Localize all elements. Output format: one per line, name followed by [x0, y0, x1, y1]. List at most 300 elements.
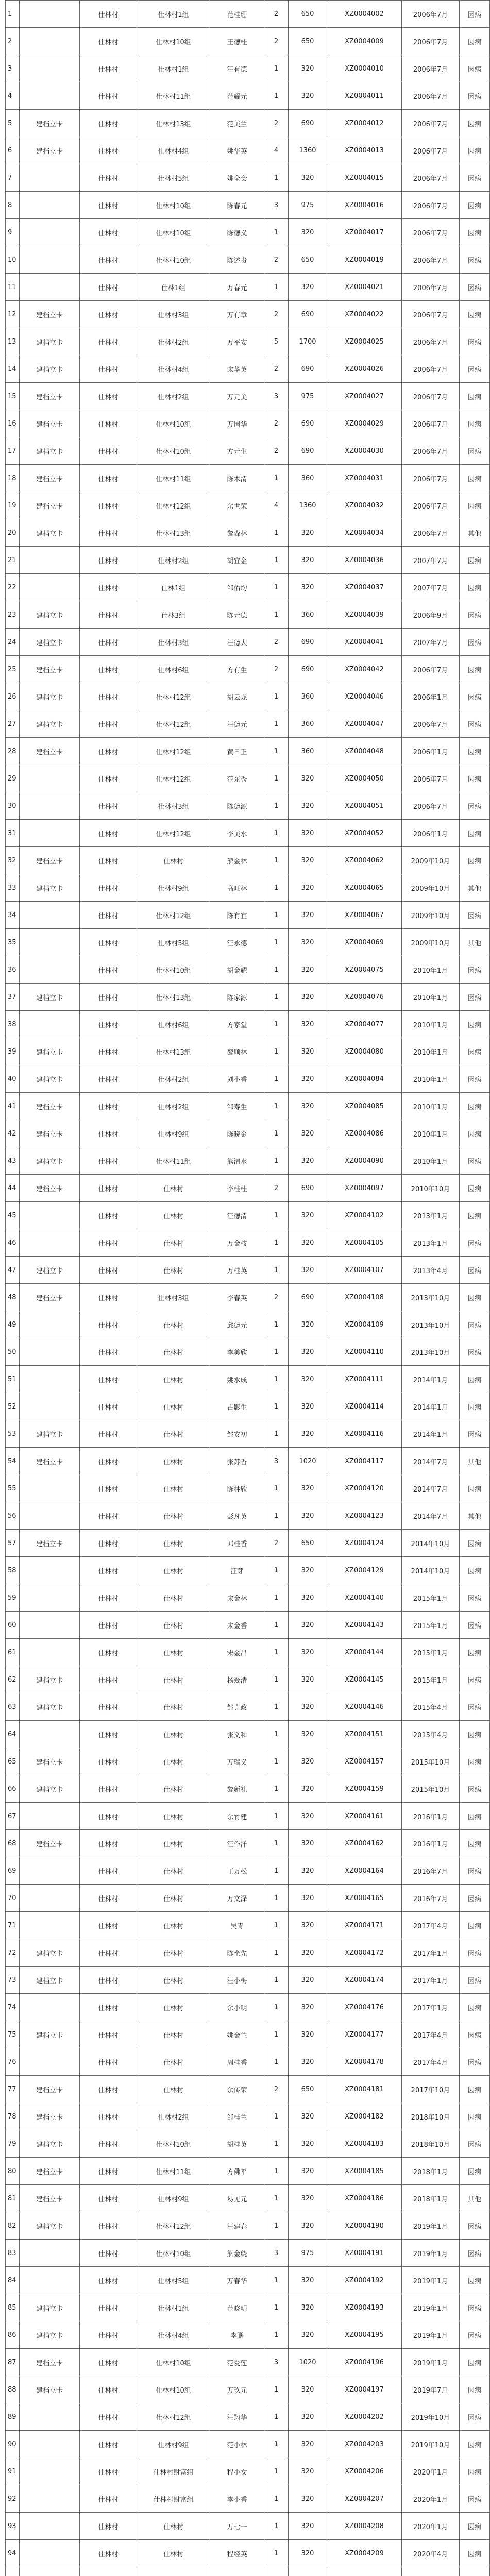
- row-id: XZ0004208: [327, 2513, 402, 2540]
- row-date: 2006年7月: [402, 137, 460, 164]
- row-date: 2018年1月: [402, 2185, 460, 2212]
- row-people: 1: [264, 2376, 289, 2403]
- row-id: XZ0004037: [327, 574, 402, 601]
- row-number: 42: [6, 1120, 20, 1147]
- row-number: 94: [6, 2540, 20, 2567]
- row-amount: 320: [289, 2294, 327, 2321]
- row-reason: 因病: [460, 55, 490, 82]
- row-name: 范桂珊: [210, 1, 264, 28]
- row-reason: 因病: [460, 601, 490, 629]
- row-reason: 因病: [460, 1721, 490, 1748]
- row-amount: 320: [289, 2513, 327, 2540]
- row-town: [20, 2485, 80, 2513]
- row-amount: 320: [289, 2021, 327, 2048]
- row-date: 2010年1月: [402, 1065, 460, 1093]
- row-village: 仕林村: [80, 2240, 137, 2267]
- row-village: 仕林村: [80, 437, 137, 465]
- table-row: [6, 601, 490, 629]
- row-village: 仕林村: [80, 820, 137, 847]
- row-group: 仕林村: [137, 1393, 210, 1420]
- row-town: [20, 1366, 80, 1393]
- table-row: [6, 902, 490, 929]
- row-number: 10: [6, 246, 20, 274]
- row-reason: 因病: [460, 1530, 490, 1557]
- row-group: 仕林村: [137, 1229, 210, 1257]
- row-village: 仕林村: [80, 328, 137, 355]
- table-row: [6, 1229, 490, 1257]
- row-village: 仕林村: [80, 465, 137, 492]
- row-village: 仕林村: [80, 2158, 137, 2185]
- row-name: 王万松: [210, 1857, 264, 1885]
- row-group: 仕林村12组: [137, 820, 210, 847]
- row-village: 仕林村: [80, 1857, 137, 1885]
- row-name: 陈木清: [210, 465, 264, 492]
- row-number: 84: [6, 2267, 20, 2294]
- table-row: [6, 465, 490, 492]
- row-group: 仕林村10组: [137, 410, 210, 437]
- row-number: 30: [6, 792, 20, 820]
- row-town: 建档立卡: [20, 2130, 80, 2158]
- row-name: 范晓明: [210, 2294, 264, 2321]
- row-id: XZ0004012: [327, 110, 402, 137]
- row-people: 1: [264, 1311, 289, 1338]
- row-name: 黄日正: [210, 738, 264, 765]
- row-reason: 因病: [460, 1557, 490, 1584]
- row-people: 2: [264, 355, 289, 383]
- row-town: 建档立卡: [20, 2294, 80, 2321]
- row-name: 邱德元: [210, 1311, 264, 1338]
- table-row: [6, 1530, 490, 1557]
- row-group: 仕林村: [137, 2076, 210, 2103]
- row-reason: 因病: [460, 301, 490, 328]
- row-village: 仕林村: [80, 1475, 137, 1502]
- row-reason: 因病: [460, 2540, 490, 2567]
- row-town: [20, 1994, 80, 2021]
- row-name: 万元美: [210, 383, 264, 410]
- row-town: 建档立卡: [20, 1830, 80, 1857]
- row-number: [6, 2567, 20, 2576]
- row-people: 1: [264, 1584, 289, 1612]
- row-id: XZ0004195: [327, 2321, 402, 2349]
- row-reason: 因病: [460, 28, 490, 55]
- row-group: 仕林村10组: [137, 956, 210, 984]
- row-reason: 因病: [460, 1475, 490, 1502]
- table-row: [6, 847, 490, 874]
- row-amount: 320: [289, 2431, 327, 2458]
- row-amount: 320: [289, 1584, 327, 1612]
- row-people: 1: [264, 1065, 289, 1093]
- row-number: 41: [6, 1093, 20, 1120]
- row-date: 2016年1月: [402, 1803, 460, 1830]
- row-people: 2: [264, 410, 289, 437]
- row-town: [20, 792, 80, 820]
- row-name: 方佛平: [210, 2158, 264, 2185]
- row-village: 仕林村: [80, 874, 137, 902]
- row-reason: 因病: [460, 2431, 490, 2458]
- table-row: [6, 1639, 490, 1666]
- row-amount: 320: [289, 1666, 327, 1693]
- row-group: 仕林村: [137, 1366, 210, 1393]
- row-group: 仕林村10组: [137, 28, 210, 55]
- row-group: 仕林村3组: [137, 629, 210, 656]
- table-row: [6, 1612, 490, 1639]
- row-people: 1: [264, 847, 289, 874]
- row-name: 宋金昌: [210, 1639, 264, 1666]
- row-reason: 因病: [460, 1967, 490, 1994]
- table-row: [6, 2349, 490, 2376]
- row-group: 仕林村: [137, 1748, 210, 1775]
- row-people: 1: [264, 164, 289, 192]
- row-village: 仕林村: [80, 1803, 137, 1830]
- row-date: 2010年1月: [402, 1147, 460, 1175]
- row-reason: 因病: [460, 437, 490, 465]
- row-id: XZ0004143: [327, 1612, 402, 1639]
- row-name: 万有章: [210, 301, 264, 328]
- row-village: 仕林村: [80, 2458, 137, 2485]
- row-reason: 因病: [460, 192, 490, 219]
- row-date: 2006年7月: [402, 246, 460, 274]
- row-town: 建档立卡: [20, 2212, 80, 2240]
- row-number: 18: [6, 465, 20, 492]
- row-town: 建档立卡: [20, 519, 80, 547]
- row-group: 仕林1组: [137, 574, 210, 601]
- row-village: 仕林村: [80, 2349, 137, 2376]
- row-village: 仕林村: [80, 246, 137, 274]
- row-reason: 因病: [460, 2349, 490, 2376]
- row-name: 宋金林: [210, 1584, 264, 1612]
- table-row: [6, 656, 490, 683]
- row-id: XZ0004075: [327, 956, 402, 984]
- row-town: [20, 1721, 80, 1748]
- row-name: 万玖元: [210, 2376, 264, 2403]
- row-name: 黎新礼: [210, 1775, 264, 1803]
- row-people: 1: [264, 274, 289, 301]
- row-people: 1: [264, 792, 289, 820]
- row-number: 9: [6, 219, 20, 246]
- row-name: 王德桂: [210, 28, 264, 55]
- row-date: 2019年1月: [402, 2240, 460, 2267]
- row-id: XZ0004191: [327, 2240, 402, 2267]
- row-id: XZ0004016: [327, 192, 402, 219]
- row-people: 1: [264, 765, 289, 792]
- row-reason: 因病: [460, 1830, 490, 1857]
- row-reason: 因病: [460, 355, 490, 383]
- row-town: [20, 1857, 80, 1885]
- row-village: 仕林村: [80, 1229, 137, 1257]
- row-people: 1: [264, 1202, 289, 1229]
- row-village: 仕林村: [80, 2212, 137, 2240]
- row-village: 仕林村: [80, 219, 137, 246]
- row-number: 24: [6, 629, 20, 656]
- row-village: 仕林村: [80, 929, 137, 956]
- row-town: [20, 1885, 80, 1912]
- row-people: 4: [264, 492, 289, 519]
- row-people: 1: [264, 1011, 289, 1038]
- row-town: [20, 1803, 80, 1830]
- row-town: [20, 2567, 80, 2576]
- table-row: [6, 956, 490, 984]
- row-name: 邹克政: [210, 1693, 264, 1721]
- row-date: 2017年1月: [402, 1939, 460, 1967]
- row-people: 1: [264, 574, 289, 601]
- row-number: 27: [6, 710, 20, 738]
- row-group: 仕林村10组: [137, 192, 210, 219]
- row-id: XZ0004102: [327, 1202, 402, 1229]
- row-amount: 320: [289, 765, 327, 792]
- row-village: 仕林村: [80, 1666, 137, 1693]
- row-id: XZ0004110: [327, 1338, 402, 1366]
- row-id: XZ0004144: [327, 1639, 402, 1666]
- row-number: 43: [6, 1147, 20, 1175]
- table-row: [6, 274, 490, 301]
- row-amount: 320: [289, 984, 327, 1011]
- table-row: [6, 1803, 490, 1830]
- row-town: [20, 956, 80, 984]
- row-village: 仕林村: [80, 1038, 137, 1065]
- row-town: [20, 1912, 80, 1939]
- row-people: 1: [264, 1666, 289, 1693]
- row-reason: 其他: [460, 1448, 490, 1475]
- row-village: 仕林村: [80, 1557, 137, 1584]
- row-reason: 因病: [460, 984, 490, 1011]
- row-group: 仕林村: [137, 1612, 210, 1639]
- row-date: 2006年7月: [402, 192, 460, 219]
- row-village: 仕林村: [80, 2103, 137, 2130]
- row-id: XZ0004182: [327, 2103, 402, 2130]
- row-amount: 320: [289, 1885, 327, 1912]
- row-name: 李鹏: [210, 2321, 264, 2349]
- table-row: [6, 383, 490, 410]
- row-id: XZ0004019: [327, 246, 402, 274]
- row-date: 2018年10月: [402, 2103, 460, 2130]
- row-name: 陈坐先: [210, 1939, 264, 1967]
- row-group: 仕林村: [137, 1557, 210, 1584]
- row-people: 1: [264, 2513, 289, 2540]
- row-people: 1: [264, 1120, 289, 1147]
- table-row: [6, 1475, 490, 1502]
- row-name: 范爱莲: [210, 2349, 264, 2376]
- row-village: 仕林村: [80, 1120, 137, 1147]
- row-group: 仕林村5组: [137, 2267, 210, 2294]
- row-group: 仕林村: [137, 1857, 210, 1885]
- row-id: XZ0004052: [327, 820, 402, 847]
- row-number: 92: [6, 2485, 20, 2513]
- row-reason: 因病: [460, 2267, 490, 2294]
- row-id: XZ0004027: [327, 383, 402, 410]
- row-village: 仕林村: [80, 82, 137, 110]
- row-name: 汪德元: [210, 710, 264, 738]
- table-row: [6, 1147, 490, 1175]
- row-id: XZ0004117: [327, 1448, 402, 1475]
- row-people: 3: [264, 2240, 289, 2267]
- row-date: 2006年7月: [402, 519, 460, 547]
- row-amount: 320: [289, 847, 327, 874]
- row-amount: 360: [289, 465, 327, 492]
- row-people: 2: [264, 1284, 289, 1311]
- table-row: [6, 1202, 490, 1229]
- row-date: 2013年10月: [402, 1311, 460, 1338]
- row-town: [20, 820, 80, 847]
- row-id: XZ0004116: [327, 1420, 402, 1448]
- row-id: XZ0004080: [327, 1038, 402, 1065]
- table-row: [6, 1584, 490, 1612]
- row-number: 25: [6, 656, 20, 683]
- row-group: 仕林村10组: [137, 2376, 210, 2403]
- table-row: [6, 1257, 490, 1284]
- row-group: 仕林村财富组: [137, 2485, 210, 2513]
- row-number: 73: [6, 1967, 20, 1994]
- row-people: 1: [264, 1885, 289, 1912]
- row-number: 45: [6, 1202, 20, 1229]
- row-people: 1: [264, 1557, 289, 1584]
- row-amount: 690: [289, 1284, 327, 1311]
- row-name: 万瑞义: [210, 1748, 264, 1775]
- row-people: 1: [264, 1803, 289, 1830]
- table-row: [6, 2458, 490, 2485]
- row-people: 1: [264, 1693, 289, 1721]
- row-id: XZ0004176: [327, 1994, 402, 2021]
- row-town: 建档立卡: [20, 1257, 80, 1284]
- row-town: [20, 164, 80, 192]
- row-date: 2006年7月: [402, 355, 460, 383]
- row-date: 2009年10月: [402, 847, 460, 874]
- row-village: 仕林村: [80, 2185, 137, 2212]
- row-number: 63: [6, 1693, 20, 1721]
- row-people: 3: [264, 192, 289, 219]
- row-amount: 320: [289, 2403, 327, 2431]
- row-date: 2007年7月: [402, 629, 460, 656]
- row-date: 2017年1月: [402, 1967, 460, 1994]
- row-amount: 1700: [289, 328, 327, 355]
- row-name: 程经英: [210, 2540, 264, 2567]
- row-town: 建档立卡: [20, 2321, 80, 2349]
- row-town: [20, 929, 80, 956]
- row-group: 仕林村: [137, 1885, 210, 1912]
- row-town: 建档立卡: [20, 710, 80, 738]
- row-reason: 因病: [460, 1666, 490, 1693]
- table-row: [6, 929, 490, 956]
- row-people: 1: [264, 956, 289, 984]
- row-date: 2006年7月: [402, 110, 460, 137]
- row-people: 1: [264, 683, 289, 710]
- table-row: [6, 1502, 490, 1530]
- row-amount: 320: [289, 1502, 327, 1530]
- row-town: 建档立卡: [20, 1038, 80, 1065]
- row-amount: 1020: [289, 1448, 327, 1475]
- row-number: 33: [6, 874, 20, 902]
- row-village: 仕林村: [80, 2540, 137, 2567]
- row-reason: 因病: [460, 1693, 490, 1721]
- row-group: 仕林村12组: [137, 765, 210, 792]
- row-id: XZ0004034: [327, 519, 402, 547]
- row-group: 仕林村10组: [137, 437, 210, 465]
- row-people: 1: [264, 1257, 289, 1284]
- row-amount: 320: [289, 2130, 327, 2158]
- row-group: 仕林村12组: [137, 492, 210, 519]
- row-id: XZ0004069: [327, 929, 402, 956]
- row-date: 2015年4月: [402, 1721, 460, 1748]
- row-date: 2006年7月: [402, 792, 460, 820]
- row-group: 仕林村9组: [137, 2185, 210, 2212]
- row-reason: 因病: [460, 547, 490, 574]
- row-people: 1: [264, 738, 289, 765]
- row-town: 建档立卡: [20, 1530, 80, 1557]
- row-town: 建档立卡: [20, 1967, 80, 1994]
- row-name: 万桂英: [210, 1257, 264, 1284]
- row-amount: 320: [289, 2376, 327, 2403]
- table-row: [6, 519, 490, 547]
- row-number: 93: [6, 2513, 20, 2540]
- row-town: [20, 574, 80, 601]
- row-number: 1: [6, 1, 20, 28]
- row-id: XZ0004065: [327, 874, 402, 902]
- row-name: 陈有宜: [210, 902, 264, 929]
- row-date: [402, 2567, 460, 2576]
- row-reason: 因病: [460, 137, 490, 164]
- row-group: 仕林村1组: [137, 1, 210, 28]
- row-people: 1: [264, 2021, 289, 2048]
- row-id: XZ0004196: [327, 2349, 402, 2376]
- row-reason: 因病: [460, 1147, 490, 1175]
- row-date: 2014年7月: [402, 1502, 460, 1530]
- row-reason: 其他: [460, 929, 490, 956]
- row-id: XZ0004192: [327, 2267, 402, 2294]
- table-row: [6, 1311, 490, 1338]
- row-town: 建档立卡: [20, 410, 80, 437]
- row-town: 建档立卡: [20, 1939, 80, 1967]
- row-group: 仕林村4组: [137, 2321, 210, 2349]
- row-name: 熊清水: [210, 1147, 264, 1175]
- row-people: 1: [264, 1475, 289, 1502]
- row-number: 81: [6, 2185, 20, 2212]
- row-number: 72: [6, 1939, 20, 1967]
- row-village: 仕林村: [80, 1147, 137, 1175]
- row-number: 50: [6, 1338, 20, 1366]
- row-amount: [289, 2567, 327, 2576]
- table-row: [6, 2567, 490, 2576]
- row-town: 建档立卡: [20, 1693, 80, 1721]
- row-amount: 320: [289, 1967, 327, 1994]
- row-village: 仕林村: [80, 1284, 137, 1311]
- row-people: 1: [264, 2158, 289, 2185]
- row-name: 汪有德: [210, 55, 264, 82]
- table-row: [6, 1175, 490, 1202]
- row-group: 仕林村: [137, 1420, 210, 1448]
- table-row: [6, 1393, 490, 1420]
- row-reason: 因病: [460, 1038, 490, 1065]
- row-group: 仕林村: [137, 1311, 210, 1338]
- row-reason: 因病: [460, 1338, 490, 1366]
- row-reason: 因病: [460, 1202, 490, 1229]
- row-village: 仕林村: [80, 55, 137, 82]
- row-id: XZ0004202: [327, 2403, 402, 2431]
- row-group: 仕林村: [137, 1530, 210, 1557]
- row-amount: 320: [289, 2048, 327, 2076]
- row-number: 77: [6, 2076, 20, 2103]
- row-id: XZ0004022: [327, 301, 402, 328]
- row-id: XZ0004021: [327, 274, 402, 301]
- row-number: 20: [6, 519, 20, 547]
- row-amount: 320: [289, 1393, 327, 1420]
- row-id: XZ0004067: [327, 902, 402, 929]
- row-name: 陈家源: [210, 984, 264, 1011]
- row-date: 2014年7月: [402, 1448, 460, 1475]
- row-name: 程小女: [210, 2458, 264, 2485]
- row-number: 21: [6, 547, 20, 574]
- row-reason: 因病: [460, 1093, 490, 1120]
- row-reason: 因病: [460, 465, 490, 492]
- row-name: 姚全会: [210, 164, 264, 192]
